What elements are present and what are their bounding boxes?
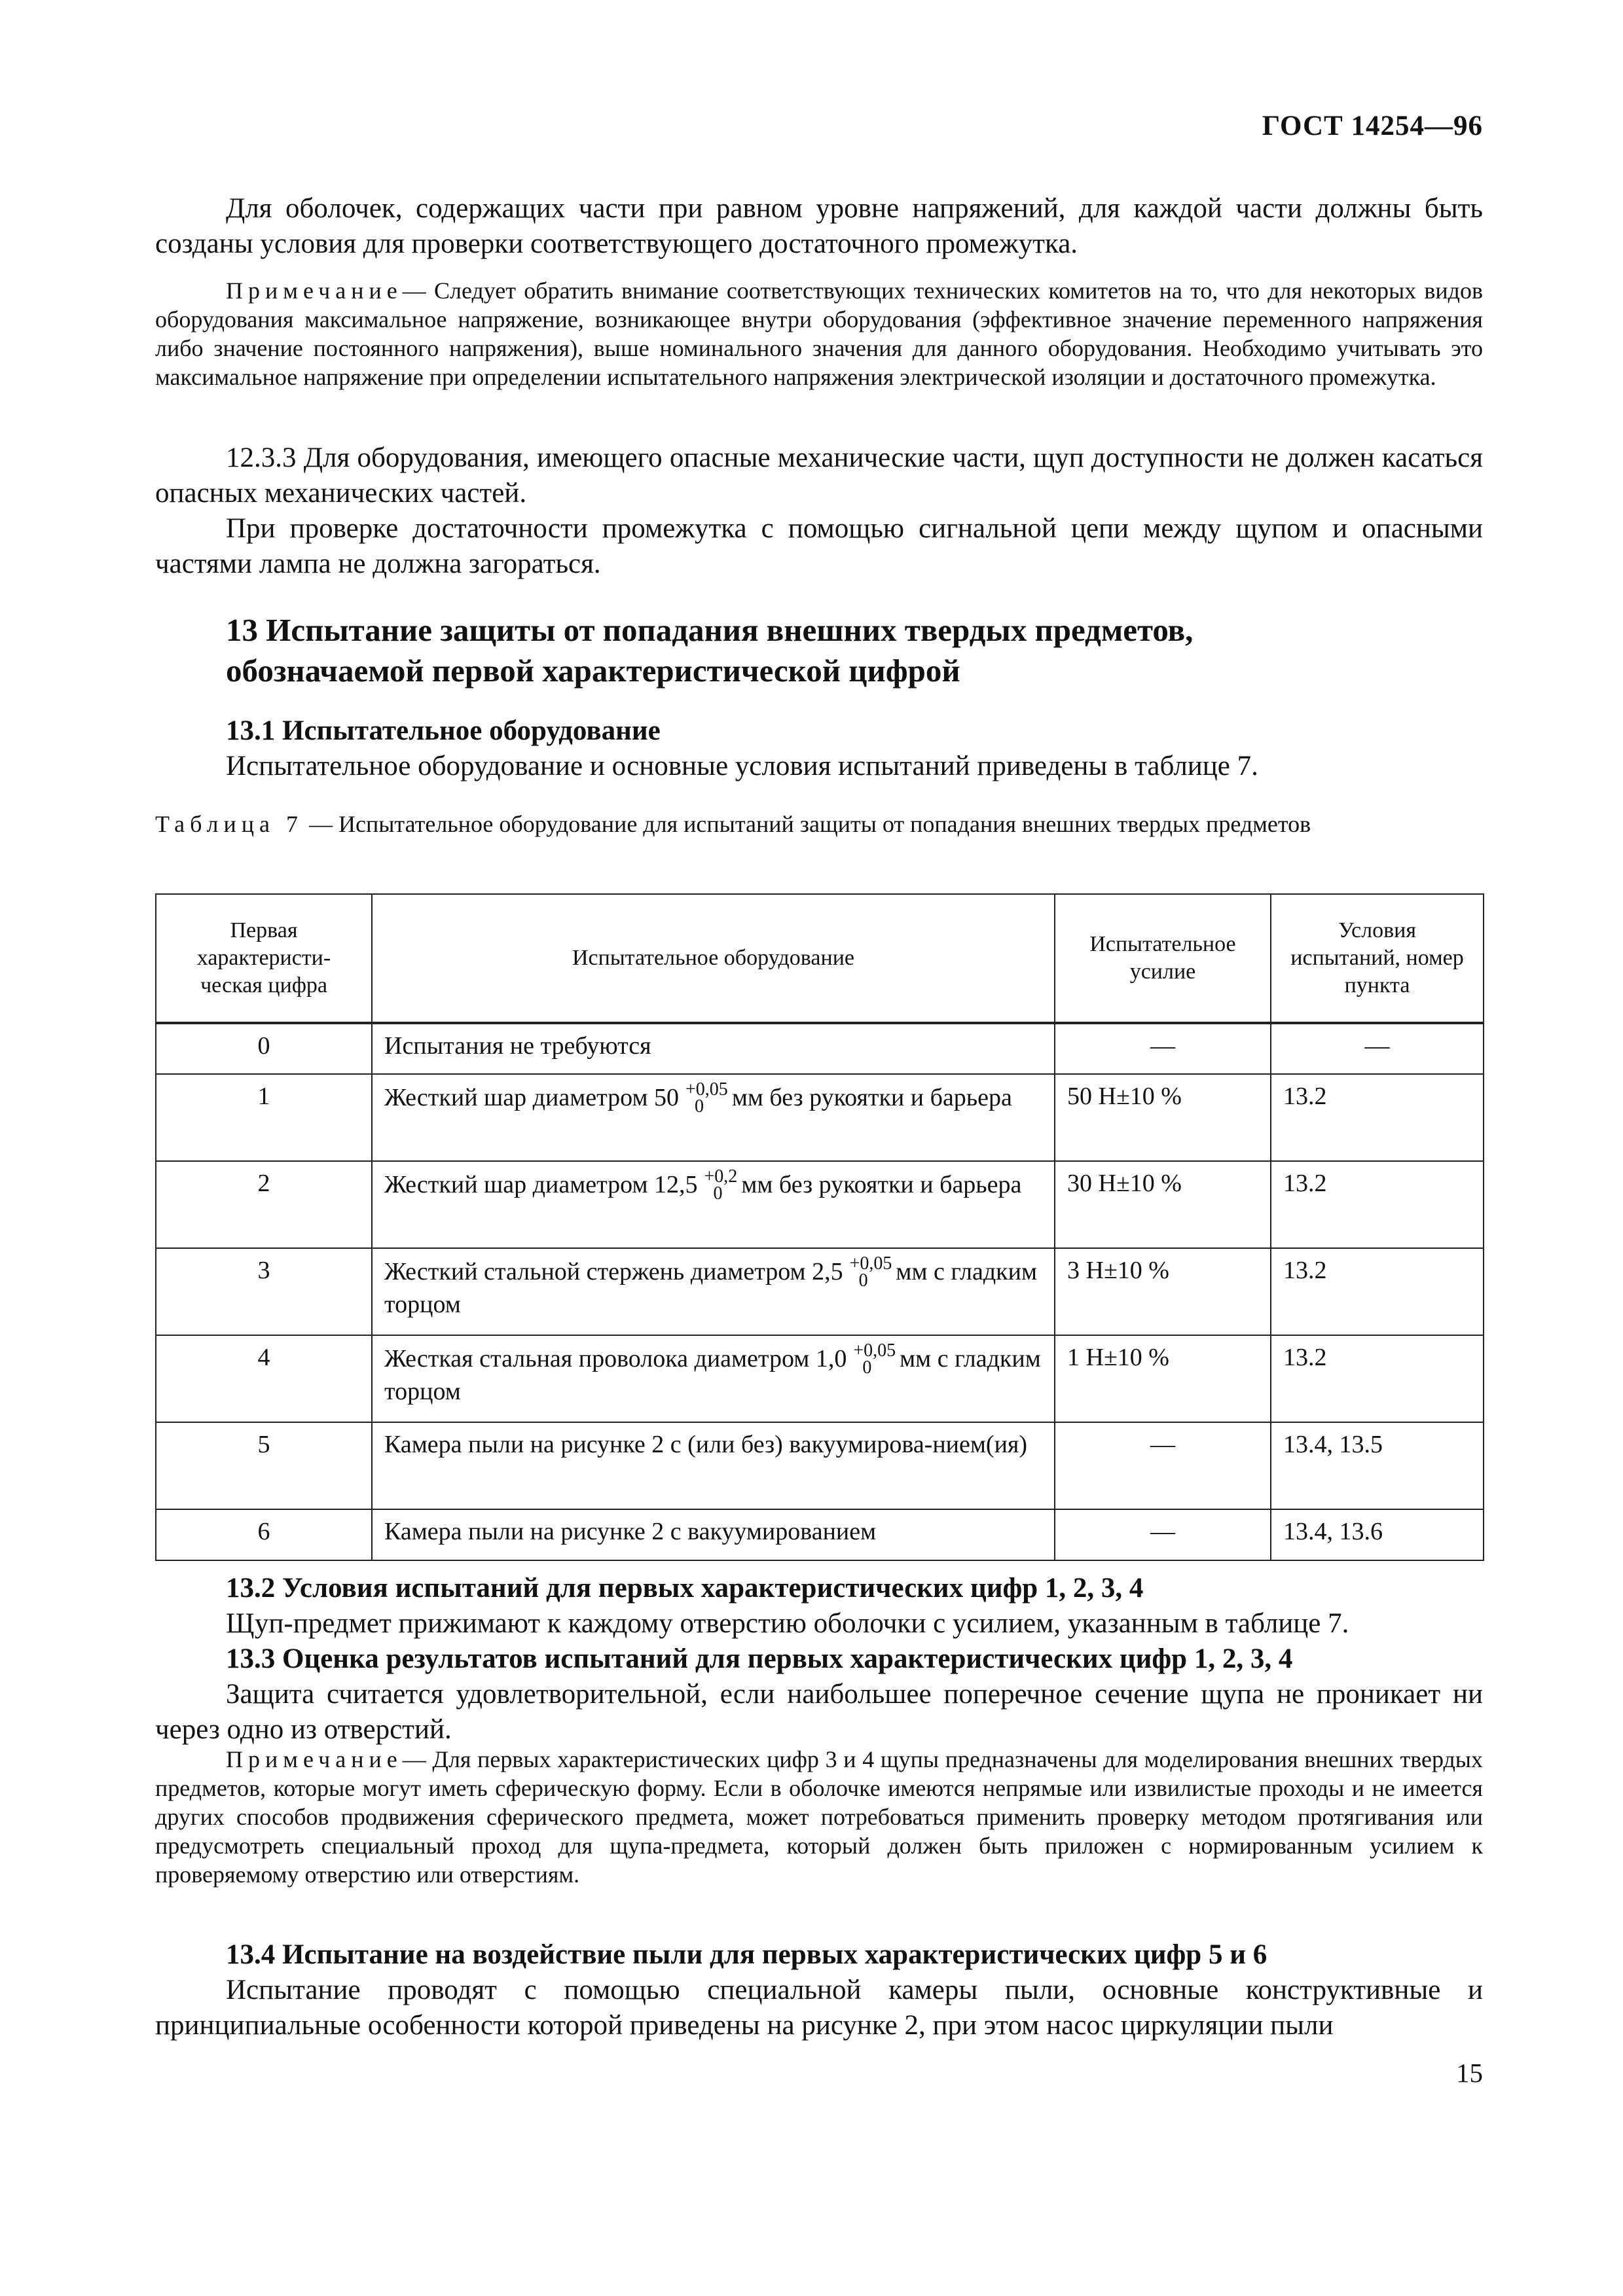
cell-force: — [1055,1509,1271,1560]
cell-digit: 0 [156,1023,372,1074]
table-row [156,1509,1484,1560]
section-title-line-1: 13 Испытание защиты от попадания внешних твердых предметов, [226,612,1194,648]
cell-equipment [372,1074,1055,1161]
cell-force: — [1055,1023,1271,1074]
column-header-digit: Первая характеристи-ческая цифра [156,894,372,1023]
subsection-text: Испытание проводят с помощью специальной камеры пыли, основные конструктивные и принципиальные особенности которой приведены на рисунке 2, при этом насос циркуляции пыли [155,1975,1483,2041]
cell-digit: 2 [156,1161,372,1248]
cell-force: 50 Н±10 % [1055,1074,1271,1161]
equipment-text: Жесткий шар диаметром 50 [384,1084,680,1111]
table-caption-label: Таблица 7 [155,811,303,837]
cell-equipment [372,1023,1055,1074]
cell-equipment [372,1509,1055,1560]
subsection-13-4 [155,1937,1483,2043]
note-label: Примечание [226,278,403,304]
page-number: 15 [1456,2058,1483,2088]
tolerance-lower: 0 [695,1096,704,1117]
section-title-line-2: обозначаемой первой характеристической цифрой [226,653,960,689]
subsection-heading: 13.2 Условия испытаний для первых характеристических цифр 1, 2, 3, 4 [226,1573,1144,1604]
subsection-13-2 [155,1571,1483,1641]
cell-force: — [1055,1422,1271,1509]
cell-clause: 13.2 [1271,1161,1484,1248]
subsection-heading: 13.3 Оценка результатов испытаний для первых характеристических цифр 1, 2, 3, 4 [226,1643,1293,1674]
table-row [156,1422,1484,1509]
equipment-text-tail: мм с гладким торцом [384,1258,1038,1318]
cell-clause: 13.2 [1271,1074,1484,1161]
clause-text: 12.3.3 Для оборудования, имеющего опасные механические части, щуп доступности не должен касаться опасных механических частей. [155,442,1483,509]
table-row [156,1074,1484,1161]
column-header-clause: Условия испытаний, номер пункта [1271,894,1484,1023]
equipment-text: Камера пыли на рисунке 2 с (или без) вакуумирова-нием(ия) [384,1431,1028,1458]
note-2 [155,1745,1483,1889]
cell-clause: 13.2 [1271,1248,1484,1335]
subsection-text: Щуп-предмет прижимают к каждому отверстию оболочки с усилием, указанным в таблице 7. [226,1608,1349,1639]
cell-equipment [372,1248,1055,1335]
subsection-text: Испытательное оборудование и основные условия испытаний приведены в таблице 7. [226,751,1258,781]
equipment-text-tail: мм без рукоятки и барьера [731,1084,1012,1111]
tolerance [850,1255,892,1289]
equipment-text: Жесткий стальной стержень диаметром 2,5 [384,1258,843,1285]
cell-clause: 13.4, 13.6 [1271,1509,1484,1560]
cell-equipment [372,1422,1055,1509]
cell-equipment [372,1335,1055,1422]
table-7 [155,893,1483,1561]
cell-digit: 4 [156,1335,372,1422]
cell-force: 30 Н±10 % [1055,1161,1271,1248]
paragraph-text: Для оболочек, содержащих части при равном уровне напряжений, для каждой части должны быть созданы условия для проверки соответствующего достаточного промежутка. [155,193,1483,259]
subsection-13-3 [155,1641,1483,1748]
table-row [156,1248,1484,1335]
tolerance-lower: 0 [862,1357,872,1378]
table-row [156,1023,1484,1074]
paragraph-enclosures [155,191,1483,262]
subsection-heading: 13.1 Испытательное оборудование [226,715,661,746]
equipment-text: Жесткая стальная проволока диаметром 1,0 [384,1345,847,1372]
section-13-heading [155,610,1483,691]
cell-clause: 13.2 [1271,1335,1484,1422]
tolerance [704,1168,738,1202]
table-row [156,1161,1484,1248]
paragraph-text: При проверке достаточности промежутка с помощью сигнальной цепи между щупом и опасными частями лампа не должна загораться. [155,513,1483,579]
subsection-heading: 13.4 Испытание на воздействие пыли для первых характеристических цифр 5 и 6 [226,1939,1267,1970]
cell-equipment [372,1161,1055,1248]
cell-clause: — [1271,1023,1484,1074]
table-caption-text: — Испытательное оборудование для испытаний защиты от попадания внешних твердых предметов [302,811,1311,837]
table-7-caption [155,810,1483,838]
equipment-text-tail: мм без рукоятки и барьера [741,1171,1022,1198]
document-page [155,0,1483,2296]
tolerance [685,1081,728,1115]
tolerance [853,1342,896,1376]
table-row [156,1335,1484,1422]
cell-force: 3 Н±10 % [1055,1248,1271,1335]
tolerance-upper: +0,05 [685,1079,728,1100]
tolerance-lower: 0 [713,1183,723,1204]
cell-digit: 1 [156,1074,372,1161]
clause-12-3-3 [155,440,1483,582]
note-text: — Следует обратить внимание соответствующих технических комитетов на то, что для некоторых видов оборудования максимальное напряжение, возникающее внутри оборудования (эффективное значение переменного напряжения либо значение постоянного напряжения), выше номинального значения для данного оборудования. Необходимо учитывать это максимальное напряжение при определении испытательного напряжения электрической изоляции и достаточного промежутка. [155,278,1483,390]
cell-clause: 13.4, 13.5 [1271,1422,1484,1509]
note-1 [155,276,1483,391]
equipment-text: Жесткий шар диаметром 12,5 [384,1171,698,1198]
tolerance-upper: +0,05 [853,1340,896,1361]
note-text: — Для первых характеристических цифр 3 и 4 щупы предназначены для моделирования внешних твердых предметов, которые могут иметь сферическую форму. Если в оболочке имеются непрямые или извилистые проходы и не имеется других способов продвижения сферического предмета, может потребоваться применить проверку методом протягивания или предусмотреть специальный проход для щупа-предмета, который должен быть приложен с нормированным усилием к проверяемому отверстию или отверстиям. [155,1746,1483,1888]
subsection-13-1 [155,713,1483,784]
subsection-text: Защита считается удовлетворительной, если наибольшее поперечное сечение щупа не проникает ни через одно из отверстий. [155,1679,1483,1745]
equipment-text: Испытания не требуются [384,1032,651,1060]
note-label: Примечание [226,1746,403,1772]
tolerance-lower: 0 [858,1270,868,1291]
standard-header: ГОСТ 14254—96 [1262,111,1483,141]
column-header-force: Испытательное усилие [1055,894,1271,1023]
table-header-row [156,894,1484,1023]
equipment-text-tail: мм с гладким торцом [384,1345,1041,1405]
tolerance-upper: +0,2 [704,1166,738,1187]
cell-digit: 3 [156,1248,372,1335]
cell-digit: 6 [156,1509,372,1560]
cell-force: 1 Н±10 % [1055,1335,1271,1422]
equipment-text: Камера пыли на рисунке 2 с вакуумированием [384,1518,877,1545]
column-header-equipment: Испытательное оборудование [372,894,1055,1023]
cell-digit: 5 [156,1422,372,1509]
tolerance-upper: +0,05 [849,1253,892,1274]
